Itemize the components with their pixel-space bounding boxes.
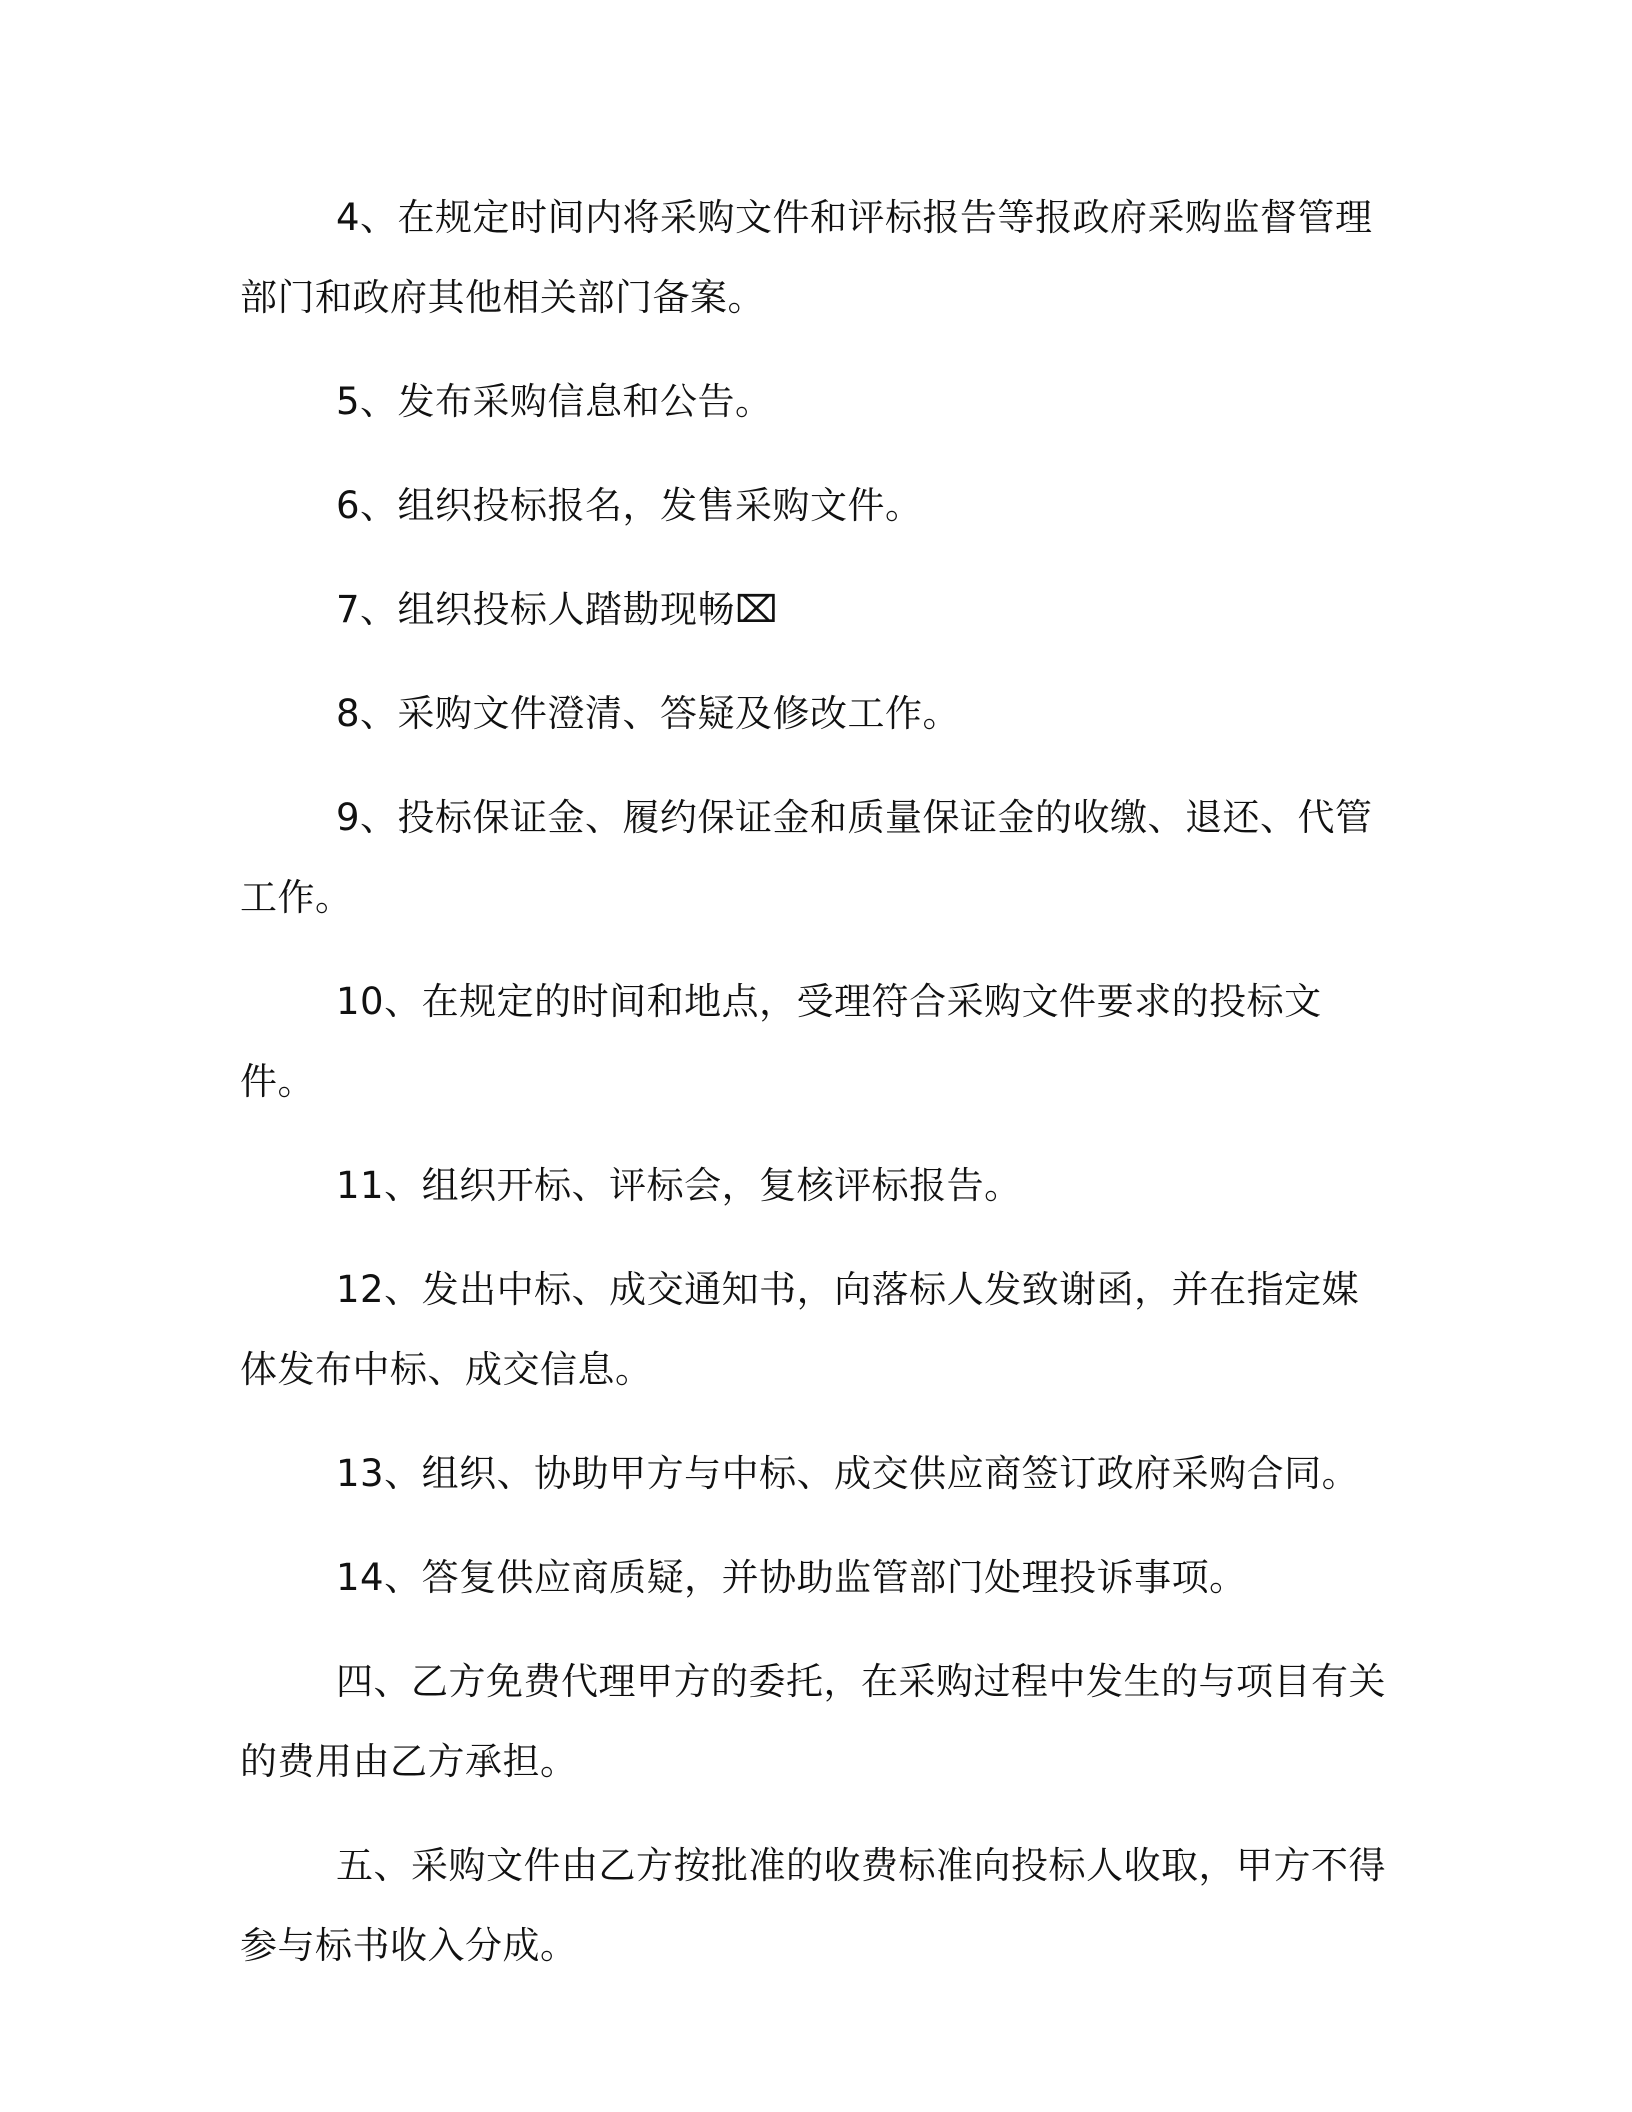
paragraph-item-5: 5、发布采购信息和公告。 <box>336 380 773 423</box>
paragraph-item-11: 11、组织开标、评标会，复核评标报告。 <box>336 1164 1022 1207</box>
paragraph-item-14: 14、答复供应商质疑，并协助监管部门处理投诉事项。 <box>336 1556 1247 1599</box>
paragraph-item-10: 10、在规定的时间和地点，受理符合采购文件要求的投标文件。 <box>240 980 1322 1103</box>
paragraph-item-7: 7、组织投标人踏勘现畅⌧ <box>336 588 779 631</box>
paragraph-section-5: 五、采购文件由乙方按批准的收费标准向投标人收取，甲方不得参与标书收入分成。 <box>240 1844 1386 1967</box>
paragraph-item-12: 12、发出中标、成交通知书，向落标人发致谢函，并在指定媒体发布中标、成交信息。 <box>240 1268 1360 1391</box>
paragraph-item-4: 4、在规定时间内将采购文件和评标报告等报政府采购监督管理部门和政府其他相关部门备案。 <box>240 196 1373 319</box>
paragraph-item-13: 13、组织、协助甲方与中标、成交供应商签订政府采购合同。 <box>336 1452 1360 1495</box>
paragraph-section-4: 四、乙方免费代理甲方的委托，在采购过程中发生的与项目有关的费用由乙方承担。 <box>240 1660 1386 1783</box>
paragraph-item-9: 9、投标保证金、履约保证金和质量保证金的收缴、退还、代管工作。 <box>240 796 1373 919</box>
paragraph-item-6: 6、组织投标报名，发售采购文件。 <box>336 484 923 527</box>
paragraph-item-8: 8、采购文件澄清、答疑及修改工作。 <box>336 692 961 735</box>
document-body <box>240 178 1390 2010</box>
